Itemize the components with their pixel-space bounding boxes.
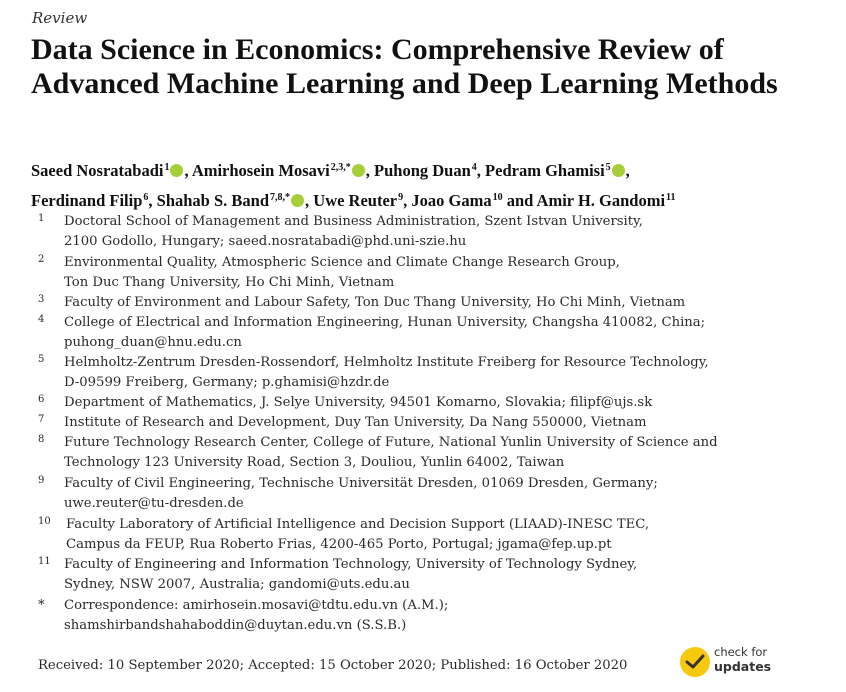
- affiliation-line: Environmental Quality, Atmospheric Science and Climate Change Research Group,: [64, 255, 620, 270]
- author-affil-ref: 11: [666, 192, 676, 203]
- author-affil-ref: 4: [471, 162, 477, 173]
- affiliation-7: [38, 413, 828, 433]
- affiliation-1: [38, 212, 828, 252]
- affiliation-line: D-09599 Freiberg, Germany; p.ghamisi@hzdr.de: [64, 375, 390, 390]
- author-name: Shahab S. Band: [156, 191, 270, 210]
- affiliation-line: Faculty Laboratory of Artificial Intelligence and Decision Support (LIAAD)-INESC TEC,: [66, 517, 650, 532]
- affiliation-number: 8: [38, 434, 45, 445]
- badge-line2: updates: [714, 659, 772, 674]
- author-list: Saeed Nosratabadi$^1$ , Amirhosein Mosavi$^{2,3,*}$ , Puhong Duan$^4$, Pedram Ghamisi$^5$ , Ferdinand Filip$^6$, Shahab S. Band$^{7,8,*}$ , Uwe Reuter$^9$, Joao Gama$^{10}$ and Amir H. Gandomi$^{11}$: [31, 161, 676, 210]
- affiliation-number: 10: [38, 516, 51, 527]
- badge-line1: check for: [714, 645, 768, 659]
- affiliation-line: Faculty of Environment and Labour Safety, Ton Duc Thang University, Ho Chi Minh, Vietnam: [64, 295, 686, 310]
- author-name: Uwe Reuter: [313, 191, 398, 210]
- affiliation-line: 2100 Godollo, Hungary; saeed.nosratabadi@phd.uni-szie.hu: [64, 234, 467, 249]
- correspondence: [38, 596, 828, 636]
- check-updates-icon: [680, 647, 710, 677]
- affiliation-line: uwe.reuter@tu-dresden.de: [64, 496, 244, 511]
- article-title: Data Science in Economics: Comprehensive Review of Advanced Machine Learning and Deep Learning Methods: [31, 33, 778, 100]
- affiliation-line: Campus da FEUP, Rua Roberto Frias, 4200-465 Porto, Portugal; jgama@fep.up.pt: [66, 537, 612, 552]
- author-affil-ref: 9: [398, 192, 404, 203]
- affiliation-number: 4: [38, 314, 45, 325]
- author-affil-ref: 6: [143, 192, 149, 203]
- author-affil-ref: 10: [492, 192, 503, 203]
- affiliation-number: 5: [38, 354, 45, 365]
- affiliation-line: Technology 123 University Road, Section 3, Douliou, Yunlin 64002, Taiwan: [64, 455, 565, 470]
- affiliation-line: Helmholtz-Zentrum Dresden-Rossendorf, Helmholtz Institute Freiberg for Resource Technology,: [64, 355, 709, 370]
- orcid-icon[interactable]: [352, 164, 365, 177]
- correspondence-line: shamshirbandshahaboddin@duytan.edu.vn (S.S.B.): [64, 618, 407, 633]
- author-name: Saeed Nosratabadi: [31, 161, 164, 180]
- affiliation-6: [38, 393, 828, 413]
- correspondence-line: Correspondence: amirhosein.mosavi@tdtu.edu.vn (A.M.);: [64, 598, 449, 613]
- affiliation-line: puhong_duan@hnu.edu.cn: [64, 335, 242, 350]
- affiliation-11: [38, 555, 828, 595]
- affiliation-line: Future Technology Research Center, College of Future, National Yunlin University of Science and: [64, 435, 718, 450]
- affiliation-number: 7: [38, 414, 45, 425]
- affiliation-5: [38, 353, 828, 393]
- check-for-updates-badge[interactable]: [680, 645, 780, 679]
- author-name: Amirhosein Mosavi: [191, 161, 330, 180]
- author-name: Puhong Duan: [374, 161, 471, 180]
- affiliation-line: Institute of Research and Development, Duy Tan University, Da Nang 550000, Vietnam: [64, 415, 647, 430]
- affiliation-line: Department of Mathematics, J. Selye University, 94501 Komarno, Slovakia; filipf@ujs.sk: [64, 395, 653, 410]
- affiliation-line: Doctoral School of Management and Business Administration, Szent Istvan University,: [64, 214, 643, 229]
- affiliation-line: Faculty of Engineering and Information Technology, University of Technology Sydney,: [64, 557, 638, 572]
- correspondence-mark: *: [38, 598, 45, 613]
- affiliation-2: [38, 253, 828, 293]
- author-connector: and: [506, 191, 534, 210]
- affiliation-line: College of Electrical and Information Engineering, Hunan University, Changsha 410082, China;: [64, 315, 706, 330]
- author-name: Ferdinand Filip: [31, 191, 143, 210]
- affiliation-number: 1: [38, 213, 45, 224]
- affiliation-number: 9: [38, 475, 45, 486]
- author-affil-ref: 2,3,*: [330, 162, 351, 173]
- affiliation-line: Ton Duc Thang University, Ho Chi Minh, Vietnam: [64, 275, 395, 290]
- orcid-icon[interactable]: [291, 194, 304, 207]
- affiliation-9: [38, 474, 828, 514]
- affiliation-number: 2: [38, 254, 45, 265]
- publication-dates: Received: 10 September 2020; Accepted: 15 October 2020; Published: 16 October 2020: [38, 658, 628, 673]
- author-affil-ref: 1: [164, 162, 170, 173]
- affiliation-line: Sydney, NSW 2007, Australia; gandomi@uts.edu.au: [64, 577, 410, 592]
- author-name: Amir H. Gandomi: [536, 191, 666, 210]
- orcid-icon[interactable]: [170, 164, 183, 177]
- affiliation-number: 3: [38, 294, 45, 305]
- author-name: Pedram Ghamisi: [485, 161, 605, 180]
- affiliation-number: 11: [38, 556, 51, 567]
- affiliation-line: Faculty of Civil Engineering, Technische Universität Dresden, 01069 Dresden, Germany;: [64, 476, 658, 491]
- affiliation-4: [38, 313, 828, 353]
- affiliation-8: [38, 433, 828, 473]
- author-affil-ref: 5: [605, 162, 611, 173]
- affiliation-3: [38, 293, 828, 313]
- affiliation-10: [38, 515, 828, 555]
- orcid-icon[interactable]: [612, 164, 625, 177]
- author-affil-ref: 7,8,*: [270, 192, 291, 203]
- article-type: Review: [32, 9, 88, 27]
- affiliation-number: 6: [38, 394, 45, 405]
- author-name: Joao Gama: [411, 191, 492, 210]
